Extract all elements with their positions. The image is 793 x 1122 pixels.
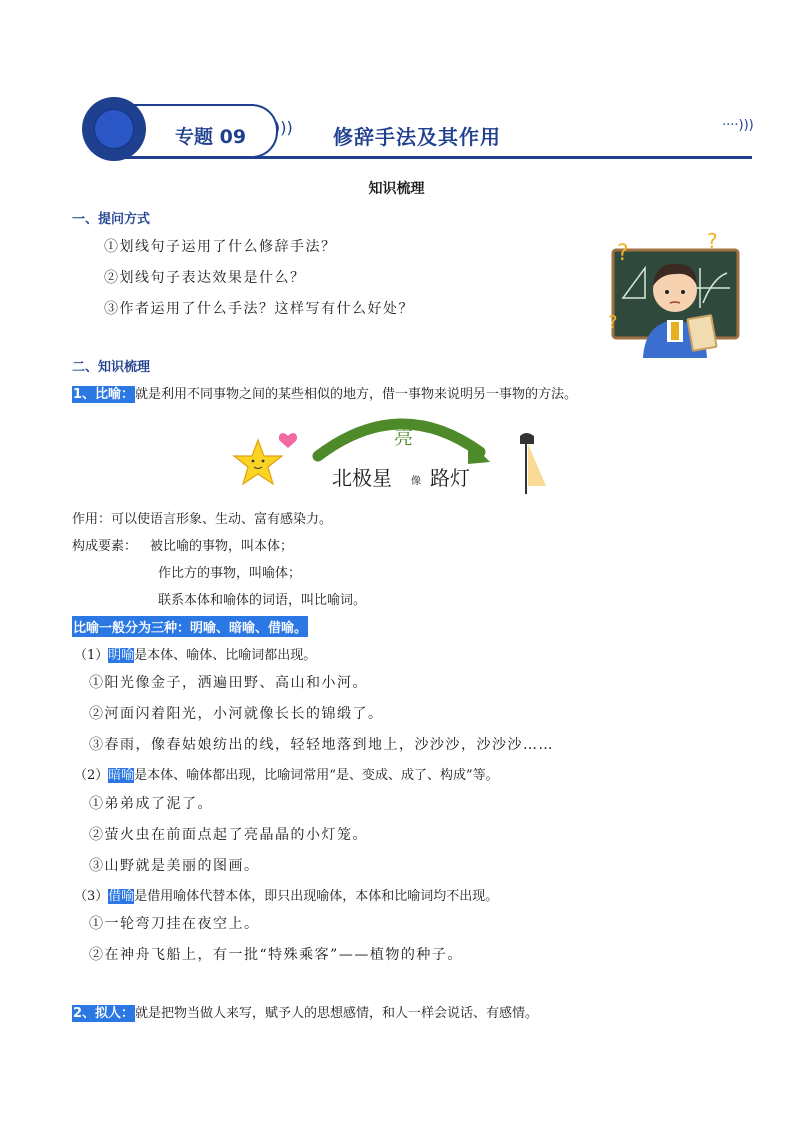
- example-item: ②在神舟飞船上，有一批“特殊乘客”——植物的种子。: [89, 947, 463, 963]
- metaphor-type-line: [74, 885, 498, 904]
- metaphor-definition: 就是利用不同事物之间的某些相似的地方，借一事物来说明另一事物的方法。: [135, 387, 578, 402]
- example-item: ①弟弟成了泥了。: [89, 796, 213, 812]
- type-prefix: （1）: [74, 648, 109, 663]
- diagram-middle-word: 像: [411, 476, 421, 487]
- section-title: 知识梳理: [368, 181, 425, 197]
- components-label: 构成要素：: [72, 539, 138, 554]
- wave-deco-icon: ))): [274, 118, 293, 137]
- type-desc: 是借用喻体代替本体，即只出现喻体，本体和比喻词均不出现。: [134, 889, 499, 904]
- type-name: 明喻: [108, 648, 135, 663]
- metaphor-definition-line: [72, 383, 577, 402]
- example-item: ①一轮弯刀挂在夜空上。: [89, 916, 260, 932]
- type-desc: 是本体、喻体都出现，比喻词常用“是、变成、成了、构成”等。: [134, 768, 499, 783]
- type-prefix: （2）: [74, 768, 109, 783]
- type-desc: 是本体、喻体、比喻词都出现。: [134, 648, 317, 663]
- type-name: 暗喻: [108, 768, 135, 783]
- example-item: ③春雨，像春姑娘纺出的线，轻轻地落到地上，沙沙沙，沙沙沙……: [89, 737, 554, 753]
- teacher-illustration: [605, 228, 740, 358]
- example-item: ③山野就是美丽的图画。: [89, 858, 260, 874]
- metaphor-effect: 作用：可以使语言形象、生动、富有感染力。: [72, 512, 333, 527]
- personification-definition: 就是把物当做人来写，赋予人的思想感情，和人一样会说话、有感情。: [135, 1006, 539, 1021]
- diagram-right-word: 路灯: [430, 466, 470, 490]
- topic-label: 专题 09: [175, 126, 247, 148]
- part2-heading: 二、知识梳理: [72, 360, 151, 375]
- star-icon: [234, 440, 282, 484]
- metaphor-type-line: [74, 764, 499, 783]
- metaphor-types-banner: 比喻一般分为三种：明喻、暗喻、借喻。: [72, 616, 308, 637]
- page-title: 修辞手法及其作用: [333, 125, 501, 149]
- example-item: ①阳光像金子，洒遍田野、高山和小河。: [89, 675, 368, 691]
- component-item: 作比方的事物，叫喻体；: [158, 566, 302, 581]
- example-item: ②萤火虫在前面点起了亮晶晶的小灯笼。: [89, 827, 368, 843]
- component-item: 被比喻的事物，叫本体；: [150, 539, 294, 554]
- metaphor-type-line: [74, 644, 316, 663]
- question-item: ②划线句子表达效果是什么？: [104, 270, 306, 286]
- svg-text:?: ?: [707, 229, 718, 253]
- component-item: 联系本体和喻体的词语，叫比喻词。: [158, 593, 367, 608]
- type-name: 借喻: [108, 889, 135, 904]
- svg-text:?: ?: [608, 312, 618, 333]
- part1-heading: 一、提问方式: [72, 212, 151, 227]
- svg-text:?: ?: [617, 241, 629, 266]
- heart-icon: [279, 433, 297, 448]
- question-item: ①划线句子运用了什么修辞手法？: [104, 239, 337, 255]
- personification-line: [72, 1002, 538, 1021]
- topic-badge-inner-circle: [93, 108, 135, 150]
- diagram-left-word: 北极星: [332, 466, 392, 490]
- dots-deco-icon: ····))): [722, 118, 754, 133]
- type-prefix: （3）: [74, 889, 109, 904]
- question-item: ③作者运用了什么手法？这样写有什么好处？: [104, 301, 414, 317]
- diagram-top-word: 亮: [394, 427, 414, 449]
- personification-label: 2、拟人：: [73, 1006, 135, 1021]
- example-item: ②河面闪着阳光，小河就像长长的锦缎了。: [89, 706, 384, 722]
- metaphor-label: 1、比喻：: [73, 387, 135, 402]
